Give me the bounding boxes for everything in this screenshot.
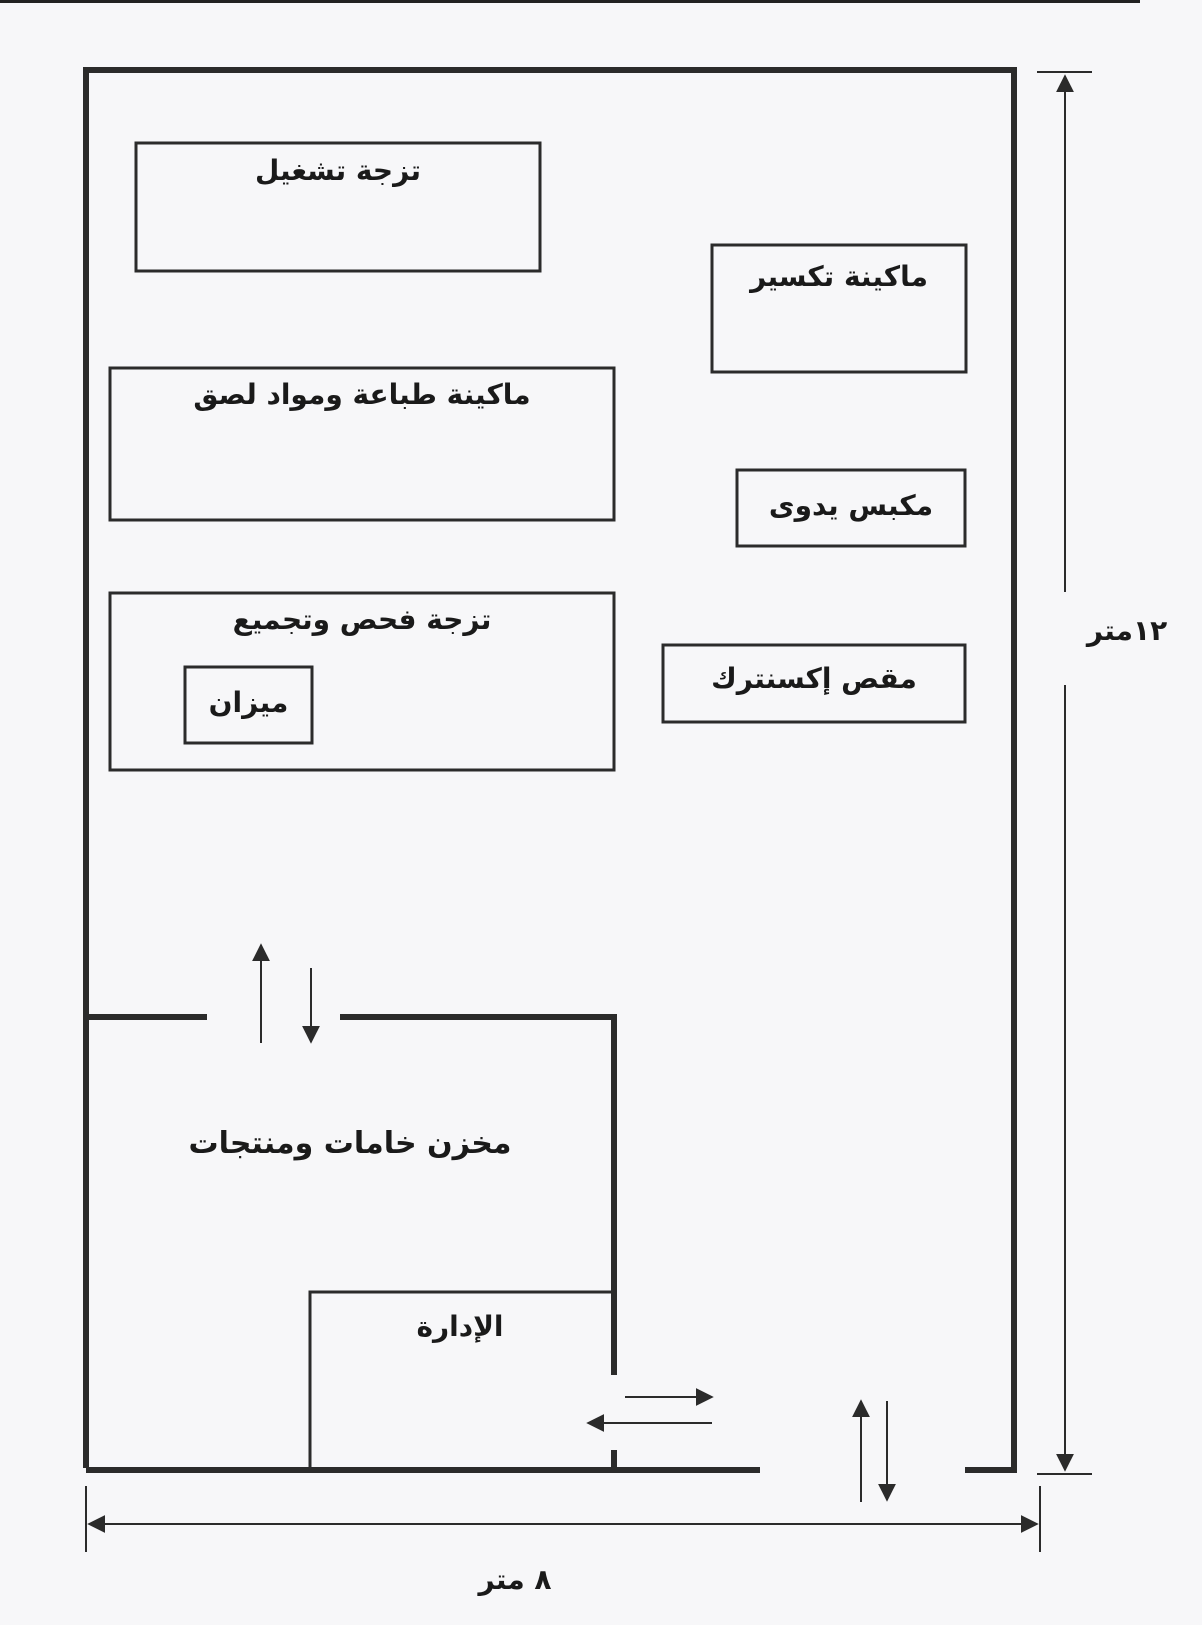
height-dimension-label: ١٢متر — [1086, 614, 1168, 647]
scale-label: ميزان — [208, 686, 289, 719]
warehouse-label: مخزن خامات ومنتجات — [188, 1126, 512, 1161]
width-dimension-label: ٨ متر — [478, 1563, 552, 1596]
crushing-machine-label: ماكينة تكسير — [750, 260, 928, 293]
administration-label: الإدارة — [416, 1310, 504, 1343]
printing-machine-label: ماكينة طباعة ومواد لصق — [193, 378, 531, 411]
hand-press-label: مكبس يدوى — [768, 489, 934, 522]
operating-table-label: تزجة تشغيل — [254, 154, 422, 187]
inspection-table-label: تزجة فحص وتجميع — [232, 603, 492, 636]
eccentric-shear-label: مقص إكسنترك — [711, 662, 917, 695]
